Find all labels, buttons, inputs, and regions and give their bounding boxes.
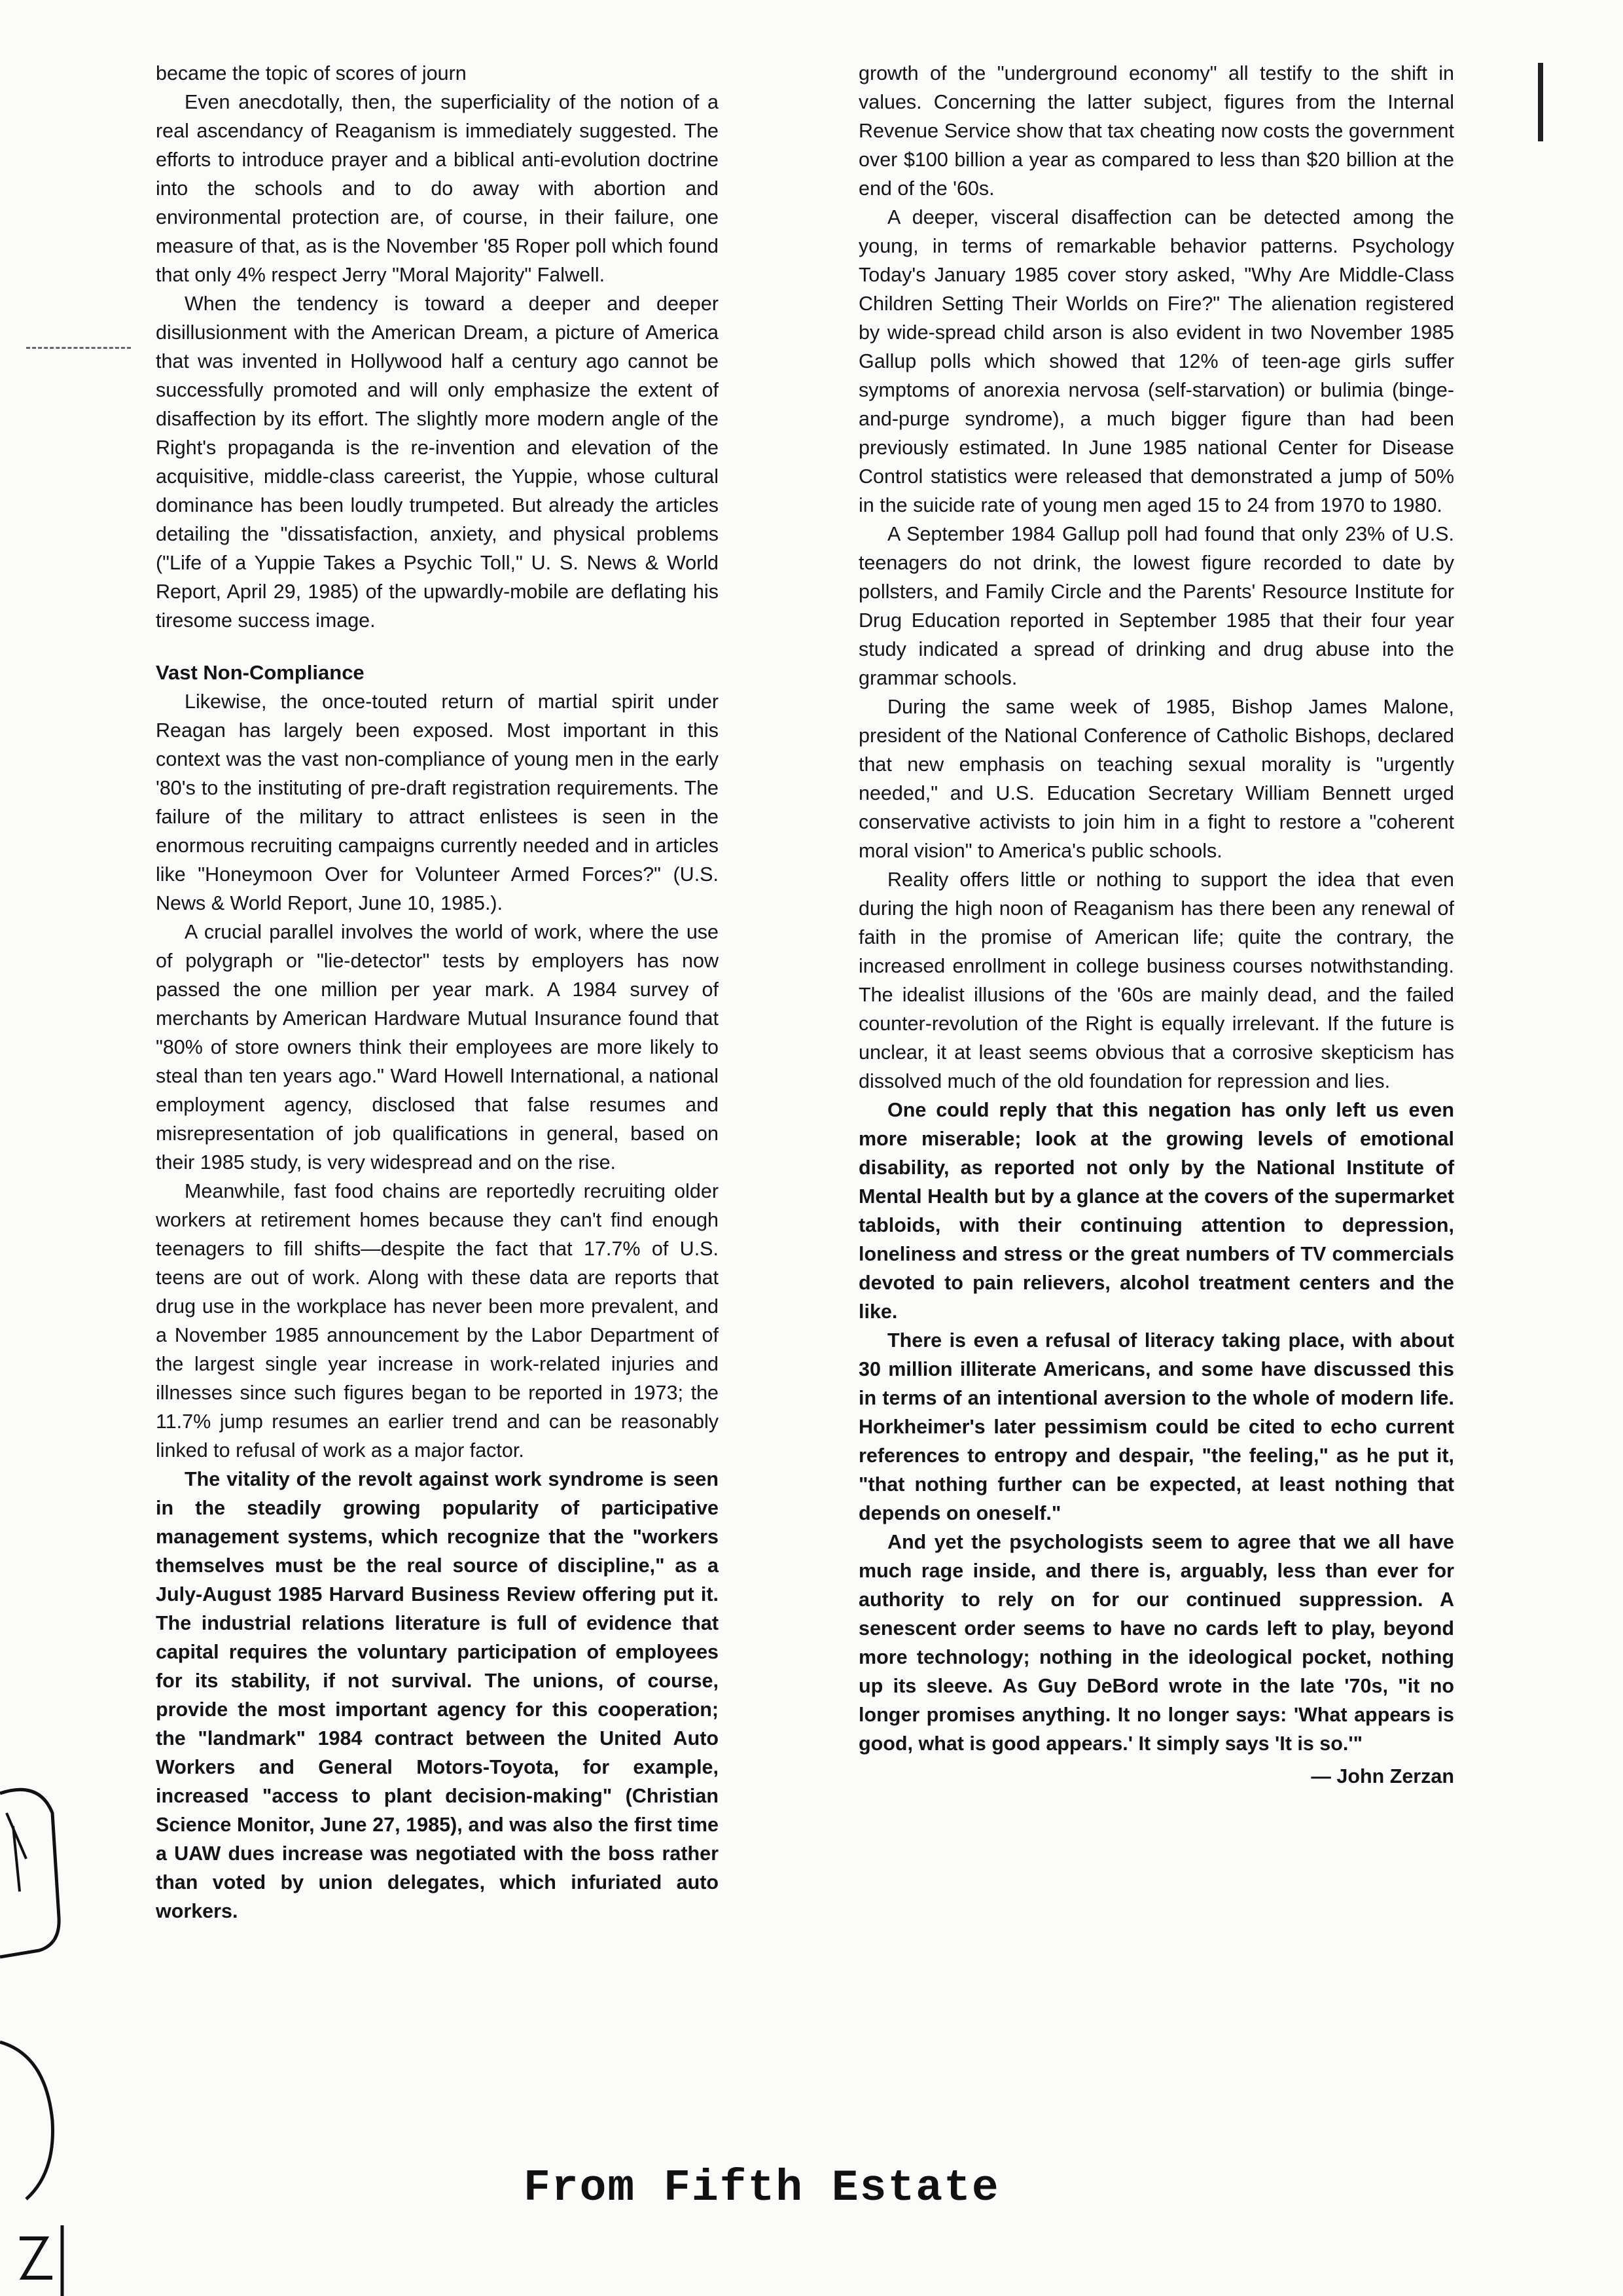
paragraph: There is even a refusal of literacy taking place, with about 30 million illiterate Americans, and some have discussed this in terms of an intentional aversion to the whole of modern life. Horkheimer's later pessimism could be cited to echo current references to entropy and despair, "the feeling," as he put it, "that nothing further can be expected, at least nothing that depends on oneself." <box>859 1329 1454 1524</box>
margin-dash-mark <box>26 347 131 350</box>
left-column <box>156 59 719 1926</box>
paragraph: When the tendency is toward a deeper and deeper disillusionment with the American Dream, a picture of America that was invented in Hollywood half a century ago cannot be successfully promoted and will only emphasize the extent of disaffection by its effort. The slightly more modern angle of the Right's propaganda is the re-invention and elevation of the acquisitive, middle-class careerist, the Yuppie, whose cultural dominance has been loudly trumpeted. But already the articles detailing the "dissatisfaction, anxiety, and physical problems ("Life of a Yuppie Takes a Psychic Toll," U. S. News & World Report, April 29, 1985) of the upwardly-mobile are deflating his tiresome success image. <box>156 293 719 632</box>
paragraph: became the topic of scores of journ <box>156 62 467 84</box>
paragraph: growth of the "underground economy" all testify to the shift in values. Concerning the latter subject, figures from the Internal Revenue Service show that tax cheating now costs the government over $100 billion a year as compared to less than $20 billion at the end of the '60s. <box>859 62 1454 200</box>
source-footer: From Fifth Estate <box>524 2163 1000 2214</box>
paragraph: A September 1984 Gallup poll had found that only 23% of U.S. teenagers do not drink, the lowest figure recorded to date by pollsters, and Family Circle and the Parents' Resource Institute for Drug Education reported in September 1985 that their four year study indicated a spread of drinking and drug abuse into the grammar schools. <box>859 523 1454 689</box>
paragraph: Reality offers little or nothing to support the idea that even during the high noon of Reaganism has there been any renewal of faith in the promise of American life; quite the contrary, the increased enrollment in college business courses notwithstanding. The idealist illusions of the '60s are mainly dead, and the failed counter-revolution of the Right is equally irrelevant. If the future is unclear, it at least seems obvious that a corrosive skepticism has dissolved much of the old foundation for repression and lies. <box>859 869 1454 1092</box>
author-signature: — John Zerzan <box>1311 1765 1454 1787</box>
paragraph: Meanwhile, fast food chains are reportedly recruiting older workers at retirement homes because they can't find enough teenagers to fill shifts—despite the fact that 17.7% of U.S. teens are out of work. Along with these data are reports that drug use in the workplace has never been more prevalent, and a November 1985 announcement by the Labor Department of the largest single year increase in work-related injuries and illnesses since such figures began to be reported in 1973; the 11.7% jump resumes an earlier trend and can be reasonably linked to refusal of work as a major factor. <box>156 1180 719 1462</box>
margin-drawing-fragment <box>0 1702 98 2296</box>
paragraph: And yet the psychologists seem to agree that we all have much rage inside, and there is, arguably, less than ever for authority to rely on for our continued suppression. A senescent order seems to have no cards left to play, beyond more technology; nothing in the ideological pocket, nothing up its sleeve. As Guy DeBord wrote in the late '70s, "it no longer promises anything. It no longer says: 'What appears is good, what is good appears.' It simply says 'It is so.'" <box>859 1531 1454 1755</box>
paragraph: A deeper, visceral disaffection can be detected among the young, in terms of remarkable behavior patterns. Psychology Today's January 1985 cover story asked, "Why Are Middle-Class Children Setting Their Worlds on Fire?" The alienation registered by wide-spread child arson is also evident in two November 1985 Gallup polls which showed that 12% of teen-age girls suffer symptoms of anorexia nervosa (self-starvation) or bulimia (binge-and-purge syndrome), a much bigger figure than had been previously estimated. In June 1985 national Center for Disease Control statistics were released that demonstrated a jump of 50% in the suicide rate of young men aged 15 to 24 from 1970 to 1980. <box>859 206 1454 516</box>
paragraph: One could reply that this negation has only left us even more miserable; look at the growing levels of emotional disability, as reported not only by the National Institute of Mental Health but by a glance at the covers of the supermarket tabloids, with their continuing attention to depression, loneliness and stress or the great numbers of TV commercials devoted to pain relievers, alcohol treatment centers and the like. <box>859 1099 1454 1323</box>
paragraph: During the same week of 1985, Bishop James Malone, president of the National Conference of Catholic Bishops, declared that new emphasis on teaching sexual morality is "urgently needed," and U.S. Education Secretary William Bennett urged conservative activists to join him in a fight to restore a "coherent moral vision" to America's public schools. <box>859 696 1454 862</box>
paragraph: Even anecdotally, then, the superficiality of the notion of a real ascendancy of Reaganism is immediately suggested. The efforts to introduce prayer and a biblical anti-evolution doctrine into the schools and to do away with abortion and environmental protection are, of course, in their failure, one measure of that, as is the November '85 Roper poll which found that only 4% respect Jerry "Moral Majority" Falwell. <box>156 91 719 286</box>
scan-mark <box>1538 63 1543 141</box>
paragraph: The vitality of the revolt against work syndrome is seen in the steadily growing popularity of participative management systems, which recognize that the "workers themselves must be the real source of discipline," as a July-August 1985 Harvard Business Review offering put it. The industrial relations literature is full of evidence that capital requires the voluntary participation of employees for its stability, if not survival. The unions, of course, provide the most important agency for this cooperation; the "landmark" 1984 contract between the United Auto Workers and General Motors-Toyota, for example, increased "access to plant decision-making" (Christian Science Monitor, June 27, 1985), and was also the first time a UAW dues increase was negotiated with the boss rather than voted by union delegates, which infuriated auto workers. <box>156 1468 719 1922</box>
paragraph: Likewise, the once-touted return of martial spirit under Reagan has largely been exposed. Most important in this context was the vast non-compliance of young men in the early '80's to the instituting of pre-draft registration requirements. The failure of the military to attract enlistees is seen in the enormous recruiting campaigns currently needed and in articles like "Honeymoon Over for Volunteer Armed Forces?" (U.S. News & World Report, June 10, 1985.). <box>156 691 719 914</box>
paragraph: A crucial parallel involves the world of work, where the use of polygraph or "lie-detector" tests by employers has now passed the one million per year mark. A 1984 survey of merchants by American Hardware Mutual Insurance found that "80% of store owners think their employees are more likely to steal than ten years ago." Ward Howell International, a national employment agency, disclosed that false resumes and misrepresentation of job qualifications in general, based on their 1985 study, is very widespread and on the rise. <box>156 921 719 1174</box>
section-heading: Vast Non-Compliance <box>156 661 365 684</box>
right-column <box>859 59 1454 1791</box>
